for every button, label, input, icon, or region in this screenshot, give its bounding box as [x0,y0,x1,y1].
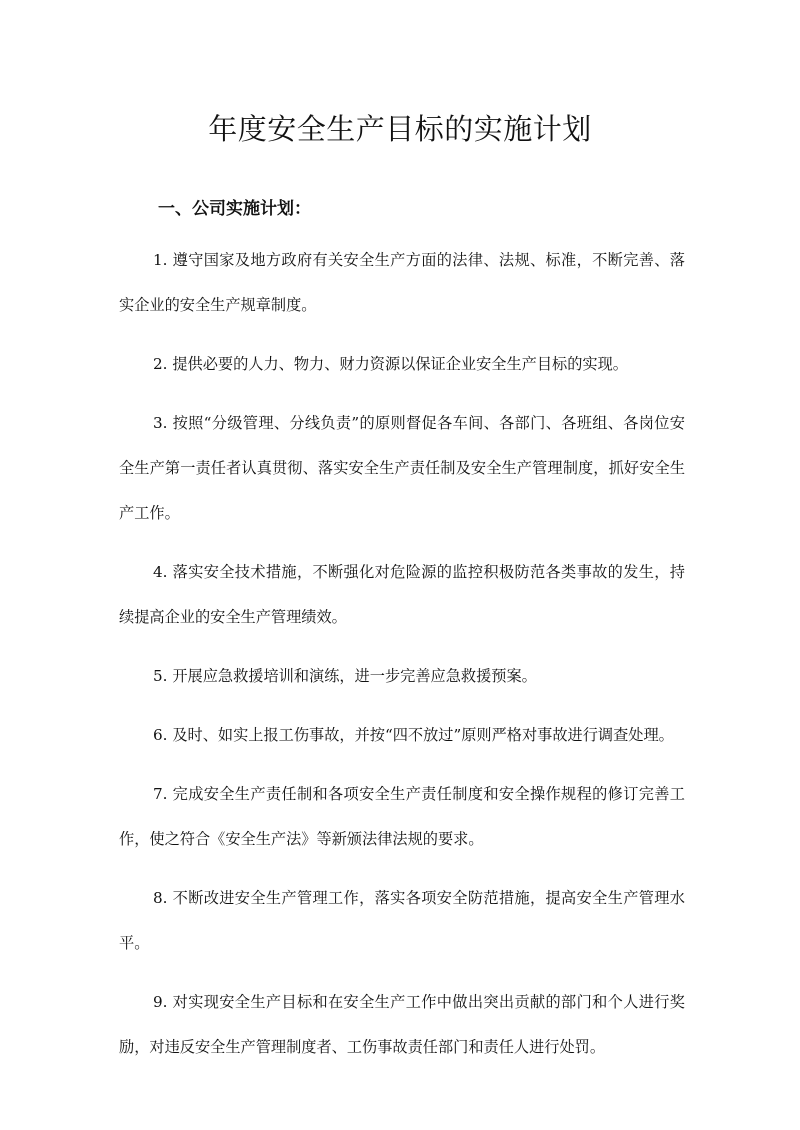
list-item: 1. 遵守国家及地方政府有关安全生产方面的法律、法规、标准，不断完善、落实企业的安全生产规章制度。 [119,251,685,314]
list-item: 6. 及时、如实上报工伤事故，并按“四不放过”原则严格对事故进行调查处理。 [153,726,674,744]
list-item: 7. 完成安全生产责任制和各项安全生产责任制度和安全操作规程的修订完善工作，使之符合《安全生产法》等新颁法律法规的要求。 [119,785,685,848]
plan-list [119,238,685,1084]
list-item: 9. 对实现安全生产目标和在安全生产工作中做出突出贡献的部门和个人进行奖励，对违反安全生产管理制度者、工伤事故责任部门和责任人进行处罚。 [119,993,685,1056]
list-item: 2. 提供必要的人力、物力、财力资源以保证企业安全生产目标的实现。 [153,355,628,373]
list-item: 4. 落实安全技术措施，不断强化对危险源的监控积极防范各类事故的发生，持续提高企业的安全生产管理绩效。 [119,563,685,626]
section-heading: 一、公司实施计划： [158,199,311,219]
list-item: 5. 开展应急救援培训和演练，进一步完善应急救援预案。 [153,667,537,685]
page-title: 年度安全生产目标的实施计划 [208,112,592,146]
list-item: 8. 不断改进安全生产管理工作，落实各项安全防范措施，提高安全生产管理水平。 [119,889,685,952]
list-item: 3. 按照“分级管理、分线负责”的原则督促各车间、各部门、各班组、各岗位安全生产第一责任者认真贯彻、落实安全生产责任制及安全生产管理制度，抓好安全生产工作。 [119,414,685,522]
